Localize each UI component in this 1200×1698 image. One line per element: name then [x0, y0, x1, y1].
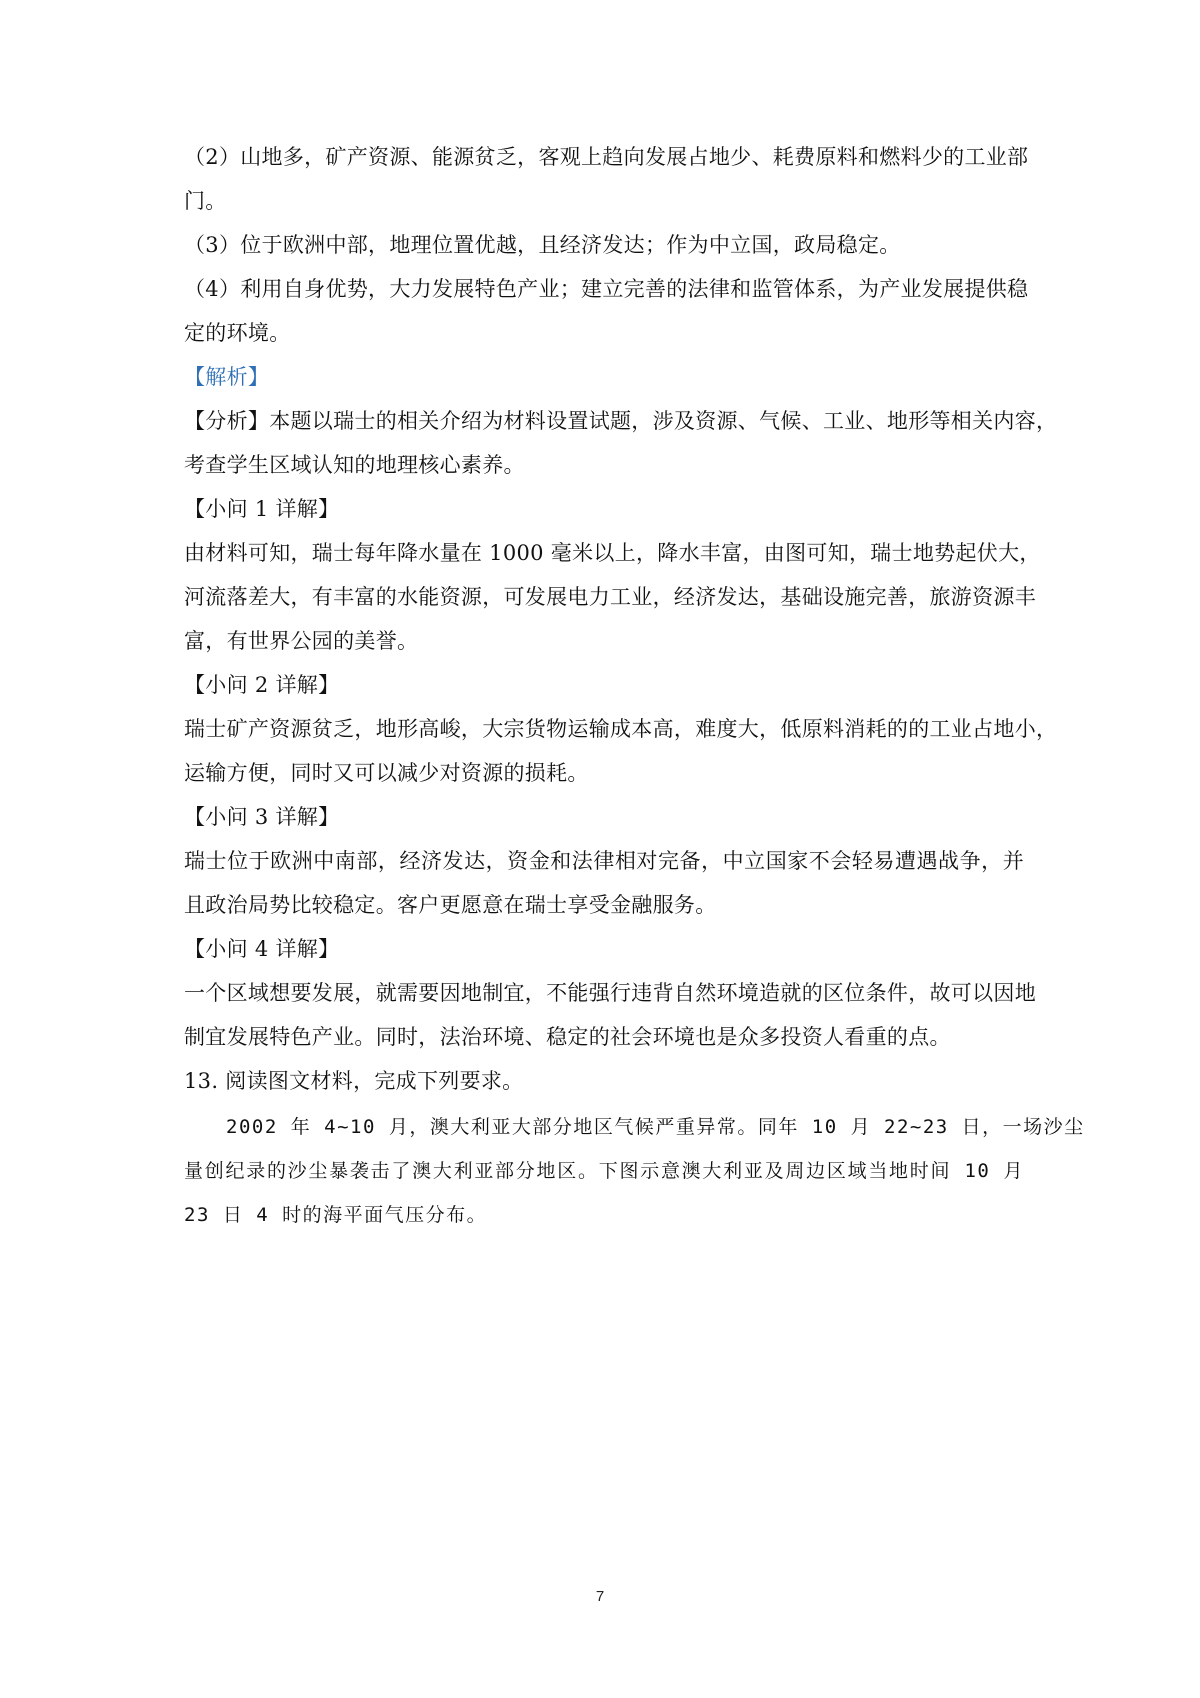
- analysis-line-2: 考查学生区域认知的地理核心素养。: [184, 453, 525, 477]
- detail-1-line-3: 富，有世界公园的美誉。: [184, 629, 419, 653]
- detail-2-heading: 【小问 2 详解】: [184, 673, 340, 697]
- detail-3-heading: 【小问 3 详解】: [184, 805, 340, 829]
- detail-4-heading: 【小问 4 详解】: [184, 937, 340, 961]
- detail-2-line-2: 运输方便，同时又可以减少对资源的损耗。: [184, 761, 589, 785]
- answer-4-line-1: （4）利用自身优势，大力发展特色产业；建立完善的法律和监管体系，为产业发展提供稳: [184, 277, 1029, 301]
- detail-1-line-2: 河流落差大，有丰富的水能资源，可发展电力工业，经济发达，基础设施完善，旅游资源丰: [184, 585, 1036, 609]
- answer-3: （3）位于欧洲中部，地理位置优越，且经济发达；作为中立国，政局稳定。: [184, 233, 901, 257]
- question-13-title: 13. 阅读图文材料，完成下列要求。: [184, 1069, 524, 1093]
- detail-3-line-2: 且政治局势比较稳定。客户更愿意在瑞士享受金融服务。: [184, 893, 717, 917]
- detail-3-line-1: 瑞士位于欧洲中南部，经济发达，资金和法律相对完备，中立国家不会轻易遭遇战争，并: [184, 849, 1024, 873]
- detail-2-line-1: 瑞士矿产资源贫乏，地形高峻，大宗货物运输成本高，难度大，低原料消耗的的工业占地小，: [184, 717, 1058, 741]
- detail-4-line-2: 制宜发展特色产业。同时，法治环境、稳定的社会环境也是众多投资人看重的点。: [184, 1025, 951, 1049]
- question-13-material-line-1: 2002 年 4~10 月，澳大利亚大部分地区气候严重异常。同年 10 月 22~23 日，一场沙尘: [226, 1116, 1085, 1138]
- page-number: 7: [595, 1588, 605, 1605]
- detail-1-line-1: 由材料可知，瑞士每年降水量在 1000 毫米以上，降水丰富，由图可知，瑞士地势起伏大，: [184, 541, 1041, 565]
- answer-4-line-2: 定的环境。: [184, 321, 291, 345]
- analysis-line-1: 【分析】本题以瑞士的相关介绍为材料设置试题，涉及资源、气候、工业、地形等相关内容，: [184, 409, 1058, 433]
- detail-1-heading: 【小问 1 详解】: [184, 497, 340, 521]
- question-13-material-line-3: 23 日 4 时的海平面气压分布。: [184, 1204, 488, 1226]
- detail-4-line-1: 一个区域想要发展，就需要因地制宜，不能强行违背自然环境造就的区位条件，故可以因地: [184, 981, 1036, 1005]
- answer-2-line-2: 门。: [184, 189, 227, 213]
- answer-2-line-1: （2）山地多，矿产资源、能源贫乏，客观上趋向发展占地少、耗费原料和燃料少的工业部: [184, 145, 1029, 169]
- jiexi-label: 【解析】: [184, 365, 270, 389]
- question-13-material-line-2: 量创纪录的沙尘暴袭击了澳大利亚部分地区。下图示意澳大利亚及周边区域当地时间 10 月: [184, 1160, 1024, 1182]
